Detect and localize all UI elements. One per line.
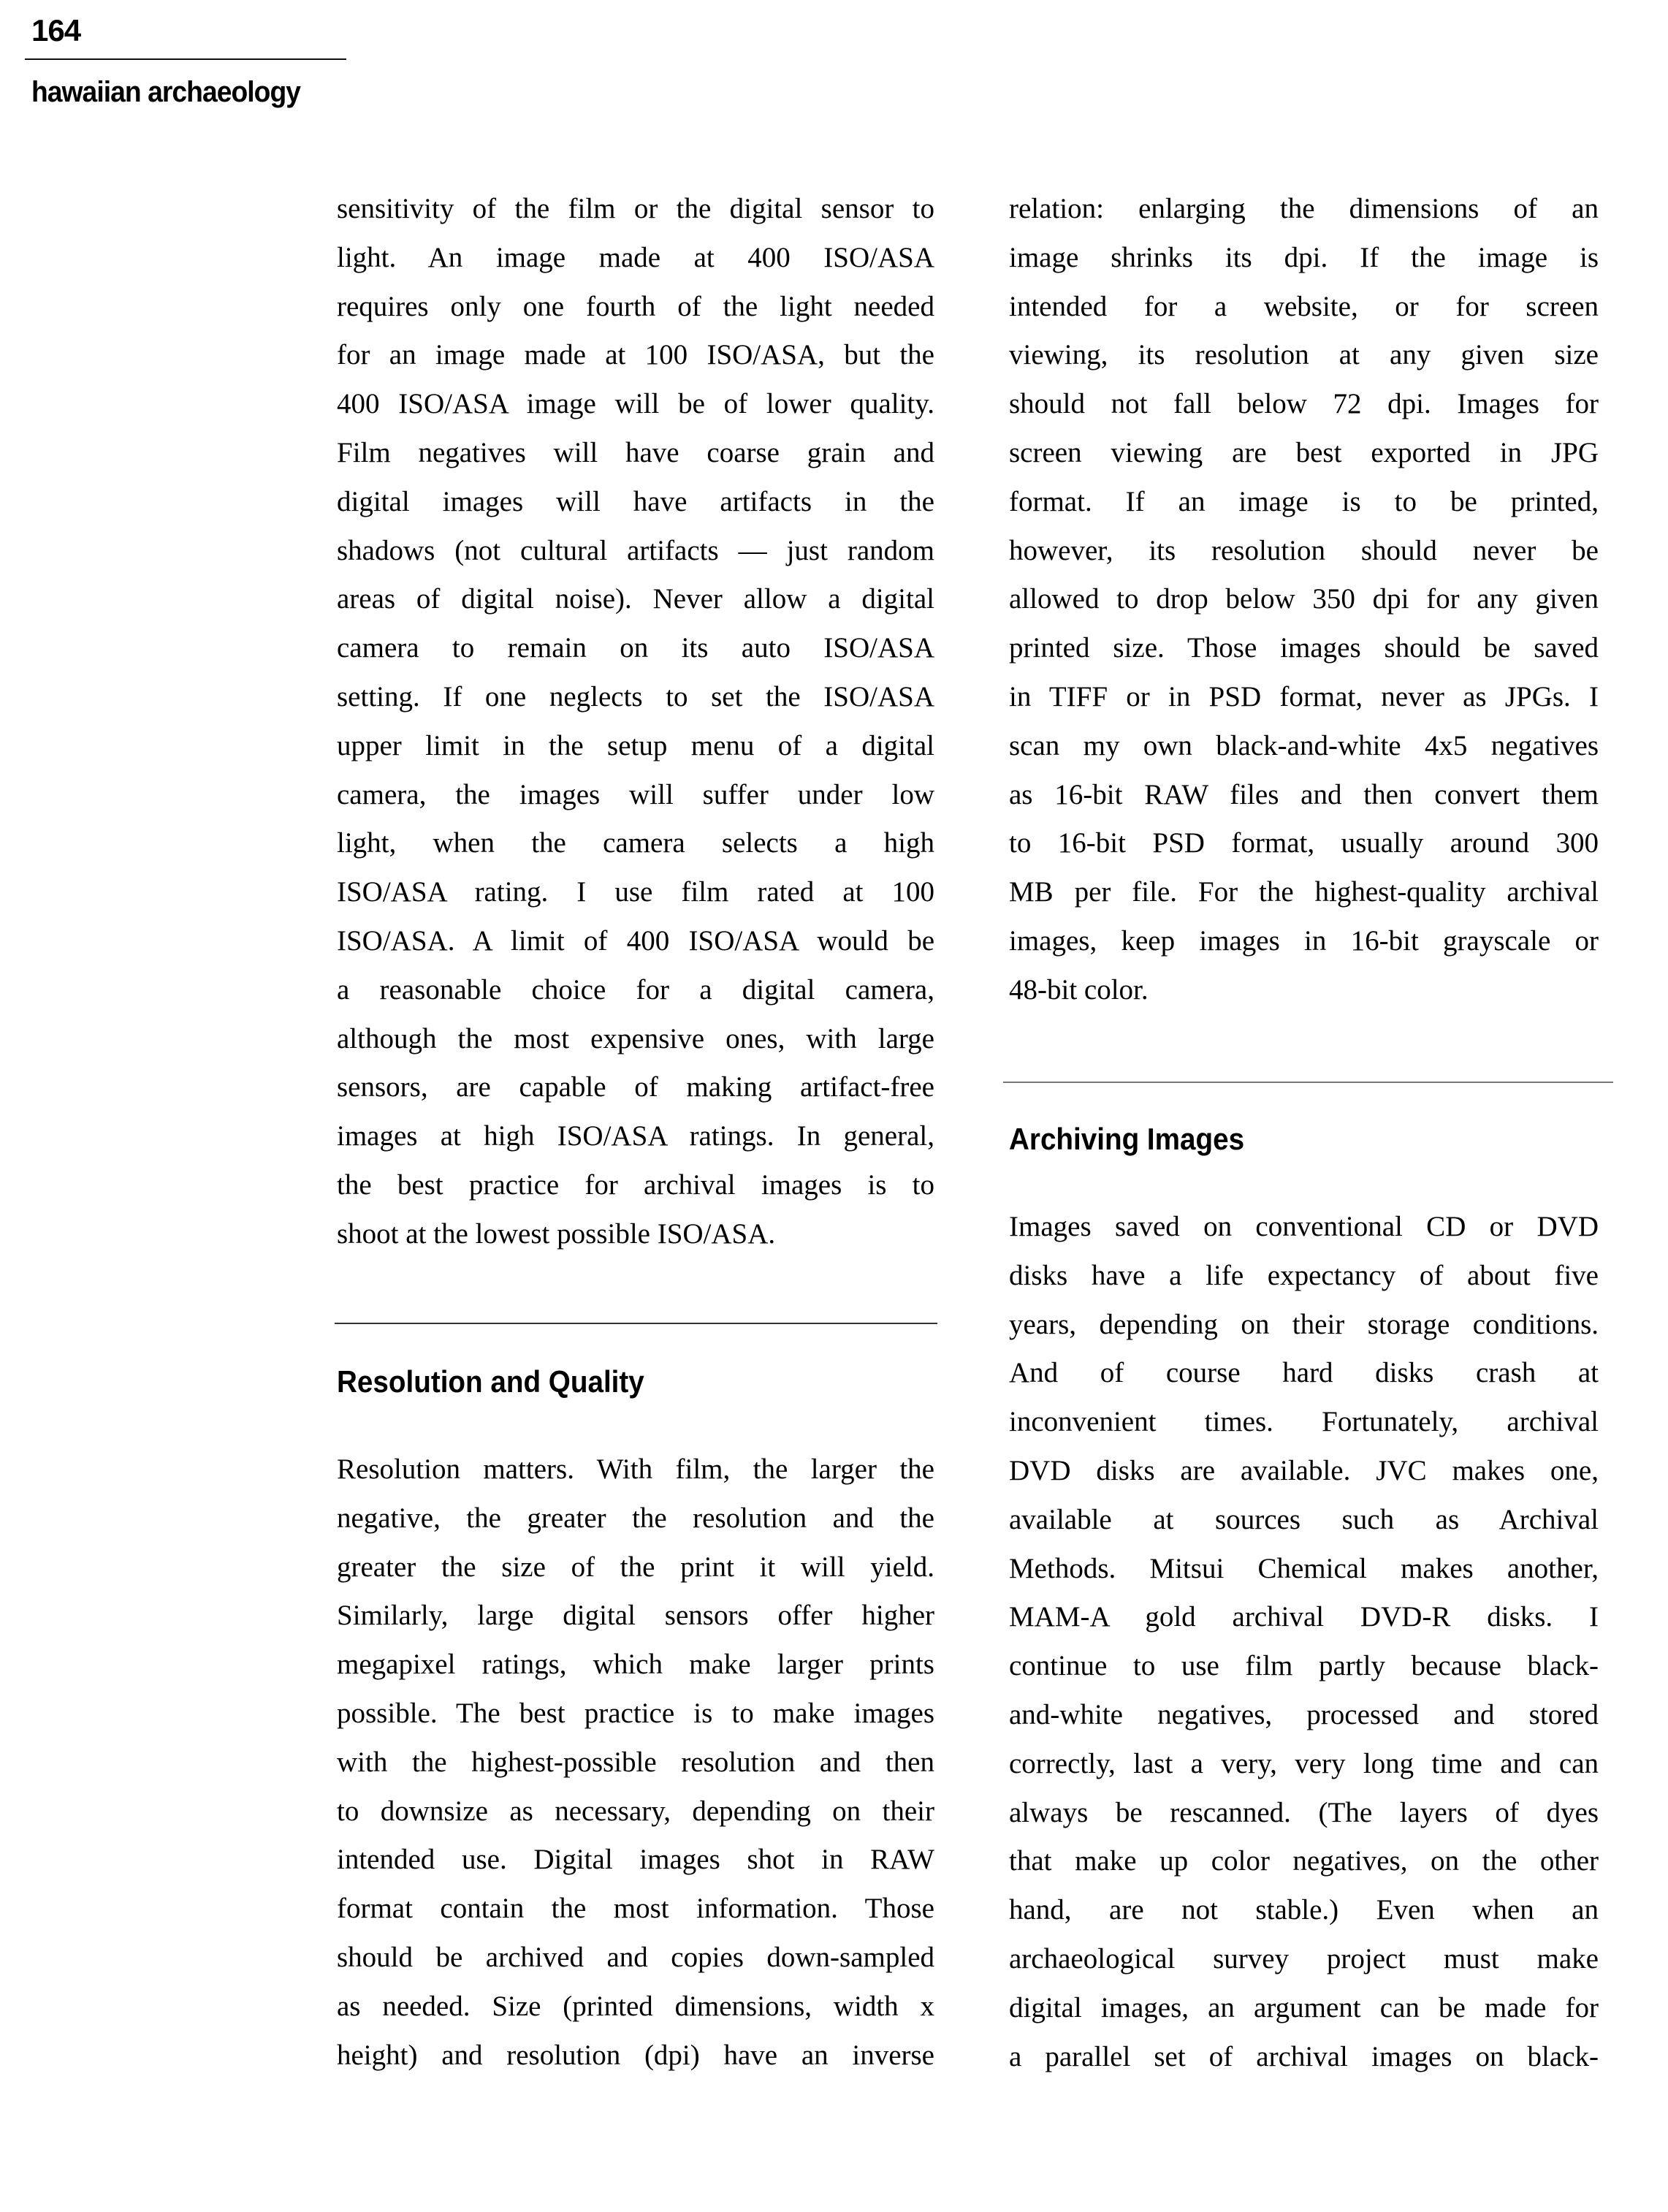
text-line: as needed. Size (printed dimensions, width x bbox=[337, 1990, 934, 2022]
text-line: hand, are not stable.) Even when an bbox=[1009, 1894, 1599, 1926]
text-line: sensitivity of the film or the digital sensor to bbox=[337, 193, 934, 224]
paragraph-resolution bbox=[337, 1445, 934, 2080]
text-line: shoot at the lowest possible ISO/ASA. bbox=[337, 1217, 776, 1250]
text-line: Images saved on conventional CD or DVD bbox=[1009, 1211, 1599, 1242]
text-line: to 16-bit PSD format, usually around 300 bbox=[1009, 827, 1599, 859]
text-line: image shrinks its dpi. If the image is bbox=[1009, 241, 1599, 273]
text-line: ISO/ASA. A limit of 400 ISO/ASA would be bbox=[337, 924, 934, 957]
text-line: negative, the greater the resolution and the bbox=[337, 1502, 934, 1534]
text-line: digital images will have artifacts in the bbox=[337, 485, 934, 517]
text-line: always be rescanned. (The layers of dyes bbox=[1009, 1796, 1599, 1828]
text-line: setting. If one neglects to set the ISO/ASA bbox=[337, 680, 934, 712]
text-line: years, depending on their storage conditions. bbox=[1009, 1308, 1599, 1340]
text-line: light. An image made at 400 ISO/ASA bbox=[337, 241, 934, 273]
text-line: to downsize as necessary, depending on their bbox=[337, 1795, 934, 1827]
text-line: And of course hard disks crash at bbox=[1009, 1357, 1599, 1389]
paragraph-archiving bbox=[1009, 1203, 1599, 2081]
text-line: a parallel set of archival images on black- bbox=[1009, 2040, 1599, 2072]
text-line: scan my own black-and-white 4x5 negatives bbox=[1009, 729, 1599, 761]
text-line: should not fall below 72 dpi. Images for bbox=[1009, 388, 1599, 420]
section-divider bbox=[335, 1323, 937, 1324]
text-line: MB per file. For the highest-quality archival bbox=[1009, 876, 1599, 908]
text-line: upper limit in the setup menu of a digital bbox=[337, 729, 934, 761]
text-line: in TIFF or in PSD format, never as JPGs. I bbox=[1009, 680, 1599, 712]
text-line: possible. The best practice is to make images bbox=[337, 1697, 934, 1729]
text-line: shadows (not cultural artifacts — just random bbox=[337, 534, 934, 566]
text-line: relation: enlarging the dimensions of an bbox=[1009, 193, 1599, 224]
page-number: 164 bbox=[31, 13, 81, 47]
text-line: Resolution matters. With film, the larger the bbox=[337, 1453, 934, 1485]
section-divider bbox=[1003, 1082, 1613, 1083]
text-line: screen viewing are best exported in JPG bbox=[1009, 436, 1599, 468]
text-line: however, its resolution should never be bbox=[1009, 534, 1599, 566]
text-line: camera to remain on its auto ISO/ASA bbox=[337, 632, 934, 664]
text-line: allowed to drop below 350 dpi for any given bbox=[1009, 583, 1599, 615]
running-head: hawaiian archaeology bbox=[31, 76, 301, 108]
text-line: sensors, are capable of making artifact-free bbox=[337, 1071, 934, 1103]
text-line: as 16-bit RAW files and then convert them bbox=[1009, 778, 1599, 810]
text-line: a reasonable choice for a digital camera, bbox=[337, 973, 934, 1006]
text-line: intended use. Digital images shot in RAW bbox=[337, 1844, 934, 1876]
text-line: megapixel ratings, which make larger prints bbox=[337, 1649, 934, 1681]
text-line: camera, the images will suffer under low bbox=[337, 778, 934, 810]
text-line: archaeological survey project must make bbox=[1009, 1942, 1599, 1975]
text-line: with the highest-possible resolution and then bbox=[337, 1746, 934, 1778]
text-line: Film negatives will have coarse grain and bbox=[337, 436, 934, 468]
header-rule bbox=[25, 58, 346, 60]
text-line: that make up color negatives, on the other bbox=[1009, 1845, 1599, 1877]
text-line: for an image made at 100 ISO/ASA, but the bbox=[337, 339, 934, 371]
text-line: MAM-A gold archival DVD-R disks. I bbox=[1009, 1601, 1599, 1633]
text-line: continue to use film partly because black- bbox=[1009, 1650, 1599, 1682]
text-line: Similarly, large digital sensors offer higher bbox=[337, 1600, 934, 1632]
text-line: 48-bit color. bbox=[1009, 973, 1149, 1006]
text-line: greater the size of the print it will yield. bbox=[337, 1551, 934, 1583]
text-line: requires only one fourth of the light needed bbox=[337, 290, 934, 322]
text-line: 400 ISO/ASA image will be of lower quality. bbox=[337, 388, 934, 420]
text-line: viewing, its resolution at any given size bbox=[1009, 339, 1599, 371]
text-line: height) and resolution (dpi) have an inverse bbox=[337, 2039, 934, 2071]
text-line: digital images, an argument can be made for bbox=[1009, 1991, 1599, 2023]
text-line: printed size. Those images should be saved bbox=[1009, 632, 1599, 664]
text-line: correctly, last a very, very long time and can bbox=[1009, 1747, 1599, 1779]
text-line: intended for a website, or for screen bbox=[1009, 290, 1599, 322]
text-line: DVD disks are available. JVC makes one, bbox=[1009, 1454, 1599, 1486]
paragraph-iso-sensitivity bbox=[337, 185, 934, 1259]
text-line: format. If an image is to be printed, bbox=[1009, 485, 1599, 517]
paragraph-dpi bbox=[1009, 185, 1599, 1015]
text-line: the best practice for archival images is to bbox=[337, 1168, 934, 1201]
text-line: available at sources such as Archival bbox=[1009, 1503, 1599, 1535]
text-line: inconvenient times. Fortunately, archival bbox=[1009, 1406, 1599, 1438]
text-line: disks have a life expectancy of about five bbox=[1009, 1259, 1599, 1291]
section-heading-archiving: Archiving Images bbox=[1009, 1122, 1245, 1156]
text-line: light, when the camera selects a high bbox=[337, 827, 934, 859]
text-line: ISO/ASA rating. I use film rated at 100 bbox=[337, 876, 934, 908]
text-line: although the most expensive ones, with large bbox=[337, 1022, 934, 1054]
text-line: Methods. Mitsui Chemical makes another, bbox=[1009, 1552, 1599, 1584]
text-line: should be archived and copies down-sampled bbox=[337, 1941, 934, 1973]
text-line: and-white negatives, processed and stored bbox=[1009, 1698, 1599, 1730]
text-line: format contain the most information. Those bbox=[337, 1893, 934, 1925]
section-heading-resolution: Resolution and Quality bbox=[337, 1364, 644, 1399]
text-line: images at high ISO/ASA ratings. In general, bbox=[337, 1120, 934, 1152]
text-line: areas of digital noise). Never allow a digital bbox=[337, 583, 934, 615]
text-line: images, keep images in 16-bit grayscale or bbox=[1009, 924, 1599, 957]
